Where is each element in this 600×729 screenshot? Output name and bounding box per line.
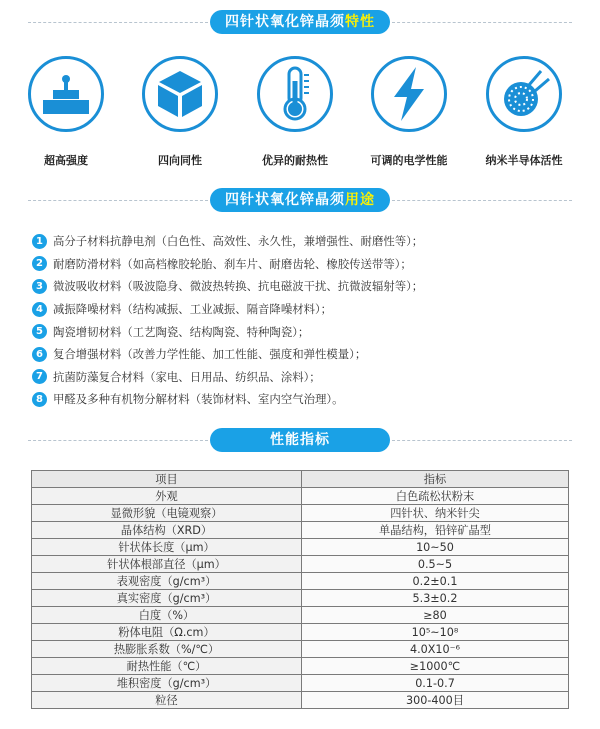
table-cell: 显微形貌（电镜观察） (32, 505, 302, 522)
table-cell: 晶体结构（XRD） (32, 522, 302, 539)
spec-table (31, 470, 569, 709)
table-cell: 0.1-0.7 (302, 675, 569, 692)
title-main: 四针状氧化锌晶须 (225, 192, 345, 208)
use-text: 减振降噪材料（结构减振、工业减振、隔音降噪材料）； (53, 302, 333, 317)
table-cell: 0.5~5 (302, 556, 569, 573)
table-cell: 粉体电阻（Ω.cm） (32, 624, 302, 641)
list-item (32, 366, 572, 389)
table-cell: ≥80 (302, 607, 569, 624)
table-cell: 4.0X10⁻⁶ (302, 641, 569, 658)
feature-list (0, 56, 600, 171)
feature-label: 优异的耐热性 (262, 154, 328, 167)
table-cell: 白色疏松状粉末 (302, 488, 569, 505)
divider (392, 440, 572, 441)
table-row (32, 488, 569, 505)
divider (28, 200, 208, 201)
divider (392, 200, 572, 201)
table-row (32, 675, 569, 692)
feature-item (250, 56, 340, 168)
table-row (32, 607, 569, 624)
features-title (210, 10, 390, 34)
title-main: 四针状氧化锌晶须 (225, 14, 345, 30)
features-section-header (0, 10, 600, 34)
number-badge: 5 (32, 324, 47, 339)
table-cell: 四针状、纳米针尖 (302, 505, 569, 522)
table-cell: 针状体长度（μm） (32, 539, 302, 556)
lightning-icon (371, 56, 447, 132)
feature-label: 超高强度 (44, 154, 88, 167)
table-row (32, 624, 569, 641)
use-text: 抗菌防藻复合材料（家电、日用品、纺织品、涂料）； (53, 369, 321, 384)
feature-label: 可调的电学性能 (370, 154, 448, 167)
number-badge: 2 (32, 256, 47, 271)
use-text: 高分子材料抗静电剂（白色性、高效性、永久性，兼增强性、耐磨性等）； (53, 234, 424, 249)
feature-label: 纳米半导体活性 (485, 154, 563, 167)
use-text: 耐磨防滑材料（如高档橡胶轮胎、刹车片、耐磨齿轮、橡胶传送带等）； (53, 256, 412, 271)
table-cell: 针状体根部直径（μm） (32, 556, 302, 573)
use-text: 微波吸收材料（吸波隐身、微波热转换、抗电磁波干扰、抗微波辐射等）； (53, 279, 424, 294)
cube-icon (142, 56, 218, 132)
use-text: 复合增强材料（改善力学性能、加工性能、强度和弹性模量）； (53, 347, 367, 362)
list-item (32, 253, 572, 276)
feature-item (364, 56, 454, 168)
table-cell: 外观 (32, 488, 302, 505)
thermometer-icon (257, 56, 333, 132)
table-cell: 粒径 (32, 692, 302, 709)
table-row (32, 539, 569, 556)
table-row (32, 573, 569, 590)
divider (28, 440, 208, 441)
divider (392, 22, 572, 23)
table-cell: 耐热性能（℃） (32, 658, 302, 675)
number-badge: 7 (32, 369, 47, 384)
feature-item (135, 56, 225, 168)
title-highlight: 特性 (345, 14, 375, 30)
feature-item (479, 56, 569, 168)
table-row (32, 658, 569, 675)
table-header-row (32, 471, 569, 488)
column-header: 指标 (302, 471, 569, 488)
table-cell: 热膨胀系数（%/℃） (32, 641, 302, 658)
table-cell: 表观密度（g/cm³） (32, 573, 302, 590)
number-badge: 3 (32, 279, 47, 294)
uses-section-header (0, 188, 600, 212)
list-item (32, 298, 572, 321)
table-row (32, 692, 569, 709)
table-cell: 5.3±0.2 (302, 590, 569, 607)
number-badge: 6 (32, 347, 47, 362)
use-text: 陶瓷增韧材料（工艺陶瓷、结构陶瓷、特种陶瓷）； (53, 324, 310, 339)
number-badge: 8 (32, 392, 47, 407)
spec-section-header (0, 428, 600, 452)
table-row (32, 641, 569, 658)
nanoparticle-icon (486, 56, 562, 132)
use-text: 甲醛及多种有机物分解材料（装饰材料、室内空气治理）。 (53, 392, 344, 407)
table-row (32, 522, 569, 539)
spec-title: 性能指标 (210, 428, 390, 452)
list-item (32, 230, 572, 253)
uses-title (210, 188, 390, 212)
feature-item (21, 56, 111, 168)
list-item (32, 275, 572, 298)
list-item (32, 388, 572, 411)
uses-list (32, 230, 572, 411)
table-cell: 10⁵~10⁸ (302, 624, 569, 641)
table-row (32, 590, 569, 607)
number-badge: 4 (32, 302, 47, 317)
table-cell: 真实密度（g/cm³） (32, 590, 302, 607)
table-cell: 0.2±0.1 (302, 573, 569, 590)
column-header: 项目 (32, 471, 302, 488)
list-item (32, 320, 572, 343)
table-cell: ≥1000℃ (302, 658, 569, 675)
feature-label: 四向同性 (158, 154, 202, 167)
table-cell: 堆积密度（g/cm³） (32, 675, 302, 692)
table-cell: 白度（%） (32, 607, 302, 624)
list-item (32, 343, 572, 366)
table-row (32, 556, 569, 573)
number-badge: 1 (32, 234, 47, 249)
table-cell: 300-400目 (302, 692, 569, 709)
divider (28, 22, 208, 23)
table-cell: 单晶结构，铅锌矿晶型 (302, 522, 569, 539)
weight-icon (28, 56, 104, 132)
table-cell: 10~50 (302, 539, 569, 556)
title-highlight: 用途 (345, 192, 375, 208)
table-row (32, 505, 569, 522)
